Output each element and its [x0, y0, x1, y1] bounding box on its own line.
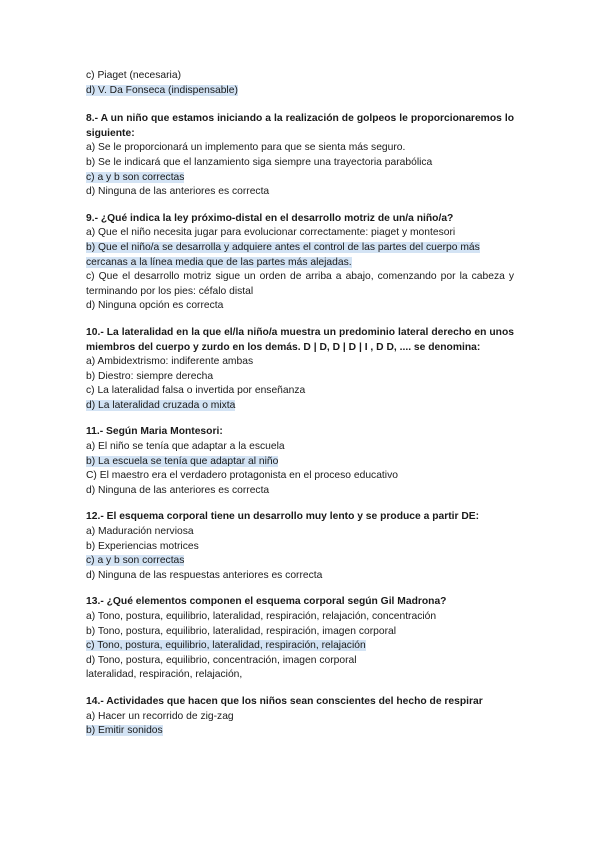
- option-c: c) Piaget (necesaria): [86, 70, 181, 81]
- question-12-option-b: b) Experiencias motrices: [86, 540, 199, 552]
- question-13-option-a: a) Tono, postura, equilibrio, lateralidad, respiración, relajación, concentración: [86, 611, 437, 622]
- question-8-option-a: a) Se le proporcionará un implemento para que se sienta más seguro.: [86, 142, 406, 154]
- question-13-option-c-highlighted: c) Tono, postura, equilibrio, lateralidad, respiración, relajación: [86, 640, 366, 652]
- question-9-option-d: d) Ninguna opción es correcta: [86, 300, 224, 312]
- question-8-option-c-highlighted: c) a y b son correctas: [86, 171, 185, 183]
- question-11-option-d: d) Ninguna de las anteriores es correcta: [86, 484, 270, 496]
- question-10-title: 10.- La lateralidad en la que el/la niño/a muestra un predominio lateral derecho en unos miembros del cuerpo y zurdo en los demás. D | D, D | D | I , D D, .... se denomina:: [86, 326, 514, 353]
- question-8-option-b: b) Se le indicará que el lanzamiento siga siempre una trayectoria parabólica: [86, 156, 433, 168]
- question-10-option-b: b) Diestro: siempre derecha: [86, 370, 214, 382]
- question-9-title: 9.- ¿Qué indica la ley próximo-distal en el desarrollo motriz de un/a niño/a?: [86, 212, 454, 224]
- question-12-option-a: a) Maduración nerviosa: [86, 526, 194, 538]
- question-11-title: 11.- Según Maria Montesori:: [86, 426, 223, 438]
- question-13-title: 13.- ¿Qué elementos componen el esquema corporal según Gil Madrona?: [86, 596, 447, 608]
- question-12-option-d: d) Ninguna de las respuestas anteriores es correcta: [86, 569, 323, 581]
- question-14-option-b-highlighted: b) Emitir sonidos: [86, 725, 163, 737]
- question-13-option-d: d) Tono, postura, equilibrio, concentración, imagen corporal: [86, 654, 357, 666]
- question-9-option-a: a) Que el niño necesita jugar para evolucionar correctamente: piaget y montesori: [86, 227, 456, 239]
- quiz-content: [86, 69, 514, 739]
- question-14-title: 14.- Actividades que hacen que los niños sean conscientes del hecho de respirar: [86, 695, 483, 707]
- question-8-title: 8.- A un niño que estamos iniciando a la realización de golpeos le proporcionaremos lo siguiente:: [86, 113, 514, 139]
- question-10-option-c: c) La lateralidad falsa o invertida por enseñanza: [86, 385, 306, 397]
- question-11-option-b-highlighted: b) La escuela se tenía que adaptar al niño: [86, 455, 279, 467]
- question-13-option-b: b) Tono, postura, equilibrio, lateralidad, respiración, imagen corporal: [86, 625, 397, 637]
- question-10-option-a: a) Ambidextrismo: indiferente ambas: [86, 356, 254, 368]
- question-11-option-c: C) El maestro era el verdadero protagonista en el proceso educativo: [86, 470, 398, 482]
- question-12-title: 12.- El esquema corporal tiene un desarrollo muy lento y se produce a partir DE:: [86, 511, 480, 523]
- question-11-option-a: a) El niño se tenía que adaptar a la escuela: [86, 441, 285, 453]
- question-13-option-d-continued: lateralidad, respiración, relajación,: [86, 669, 243, 681]
- question-9-option-b-highlighted: b) Que el niño/a se desarrolla y adquiere antes el control de las partes del cuerpo más cercanas a la línea media que de las partes más alejadas.: [86, 241, 480, 268]
- question-12-option-c-highlighted: c) a y b son correctas: [86, 555, 185, 567]
- question-9-option-c: c) Que el desarrollo motriz sigue un orden de arriba a abajo, comenzando por la cabeza y terminando por los pies: céfalo distal: [86, 271, 514, 297]
- question-10-option-d-highlighted: d) La lateralidad cruzada o mixta: [86, 399, 236, 411]
- question-8-option-d: d) Ninguna de las anteriores es correcta: [86, 186, 270, 198]
- option-d-highlighted: d) V. Da Fonseca (indispensable): [86, 84, 238, 96]
- question-14-option-a: a) Hacer un recorrido de zig-zag: [86, 710, 234, 722]
